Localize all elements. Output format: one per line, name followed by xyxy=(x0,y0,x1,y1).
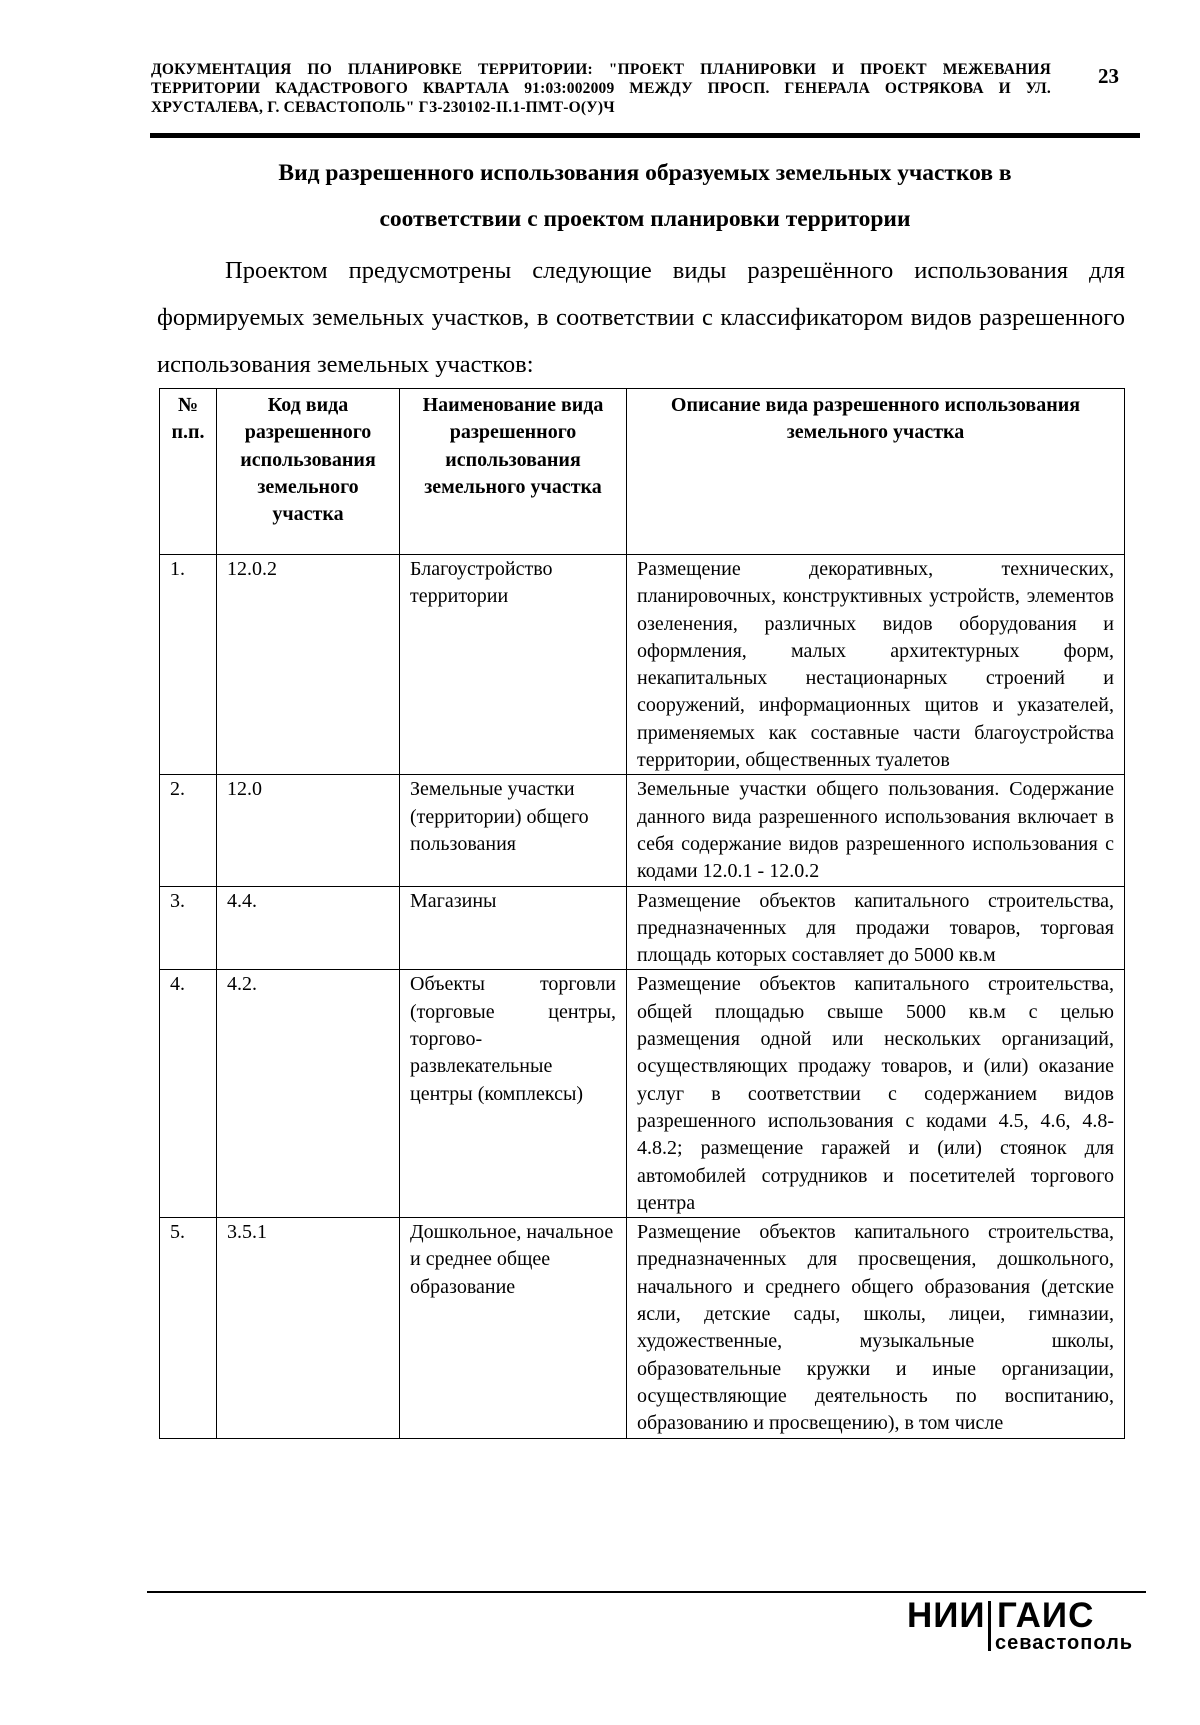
table-row xyxy=(160,775,1125,886)
row-description: Размещение декоративных, технических, планировочных, конструктивных устройств, элементов озеленения, различных видов оборудования и оформления, малых архитектурных форм, некапитальных нестационарных строений и сооружений, информационных щитов и указателей, применяемых как составные части благоустройства территории, общественных туалетов xyxy=(627,555,1125,775)
logo-nii-text: НИИ xyxy=(907,1596,986,1635)
row-code: 12.0 xyxy=(217,775,400,886)
logo-gais-text: ГАИС xyxy=(997,1596,1095,1635)
row-code: 4.2. xyxy=(217,970,400,1218)
row-description: Размещение объектов капитального строительства, общей площадью свыше 5000 кв.м с целью размещения одной или нескольких организаций, осуществляющих продажу товаров, и (или) оказание услуг в соответствии с содержанием видов разрешенного использования с кодами 4.5, 4.6, 4.8-4.8.2; размещение гаражей и (или) стоянок для автомобилей сотрудников и посетителей торгового центра xyxy=(627,970,1125,1218)
row-code: 4.4. xyxy=(217,886,400,970)
row-description: Размещение объектов капитального строительства, предназначенных для продажи товаров, торговая площадь которых составляет до 5000 кв.м xyxy=(627,886,1125,970)
logo-divider xyxy=(988,1601,991,1651)
section-title xyxy=(150,150,1140,242)
header-name: Наименование вида разрешенного использования земельного участка xyxy=(400,389,627,555)
header-number: № п.п. xyxy=(160,389,217,555)
row-name: Объекты торговли (торговые центры, торгово-развлекательные центры (комплексы) xyxy=(400,970,627,1218)
row-name: Магазины xyxy=(400,886,627,970)
document-header: ДОКУМЕНТАЦИЯ ПО ПЛАНИРОВКЕ ТЕРРИТОРИИ: "ПРОЕКТ ПЛАНИРОВКИ И ПРОЕКТ МЕЖЕВАНИЯ ТЕРРИТОРИИ КАДАСТРОВОГО КВАРТАЛА 91:03:002009 МЕЖДУ ПРОСП. ГЕНЕРАЛА ОСТРЯКОВА И УЛ. ХРУСТАЛЕВА, Г. СЕВАСТОПОЛЬ" ГЗ-230102-II.1-ПМТ-О(У)Ч xyxy=(151,61,1051,116)
row-code: 12.0.2 xyxy=(217,555,400,775)
header-code: Код вида разрешенного использования земельного участка xyxy=(217,389,400,555)
page-number: 23 xyxy=(1098,64,1119,88)
land-use-table xyxy=(159,388,1125,1439)
row-description: Размещение объектов капитального строительства, предназначенных для просвещения, дошкольного, начального и среднего общего образования (детские ясли, детские сады, школы, лицеи, гимназии, художественные, музыкальные школы, образовательные кружки и иные организации, осуществляющие деятельность по воспитанию, образованию и просвещению), в том числе xyxy=(627,1218,1125,1438)
row-name: Дошкольное, начальное и среднее общее образование xyxy=(400,1218,627,1438)
footer-divider xyxy=(147,1591,1146,1593)
table-row xyxy=(160,1218,1125,1438)
header-description: Описание вида разрешенного использования земельного участка xyxy=(627,389,1125,555)
table-row xyxy=(160,555,1125,775)
section-title-line-1: Вид разрешенного использования образуемых земельных участков в xyxy=(278,160,1012,186)
table-header-row xyxy=(160,389,1125,555)
row-number: 4. xyxy=(160,970,217,1218)
row-description: Земельные участки общего пользования. Содержание данного вида разрешенного использования включает в себя содержание видов разрешенного использования с кодами 12.0.1 - 12.0.2 xyxy=(627,775,1125,886)
table-row xyxy=(160,970,1125,1218)
intro-paragraph: Проектом предусмотрены следующие виды разрешённого использования для формируемых земельных участков, в соответствии с классификатором видов разрешенного использования земельных участков: xyxy=(157,257,1125,378)
row-number: 1. xyxy=(160,555,217,775)
section-title-line-2: соответствии с проектом планировки территории xyxy=(379,206,911,232)
header-divider xyxy=(150,133,1140,138)
row-name: Земельные участки (территории) общего пользования xyxy=(400,775,627,886)
row-number: 5. xyxy=(160,1218,217,1438)
row-number: 3. xyxy=(160,886,217,970)
row-number: 2. xyxy=(160,775,217,886)
table-row xyxy=(160,886,1125,970)
row-name: Благоустройство территории xyxy=(400,555,627,775)
nii-gais-logo xyxy=(905,1596,1155,1676)
row-code: 3.5.1 xyxy=(217,1218,400,1438)
logo-city-text: севастополь xyxy=(995,1632,1134,1654)
